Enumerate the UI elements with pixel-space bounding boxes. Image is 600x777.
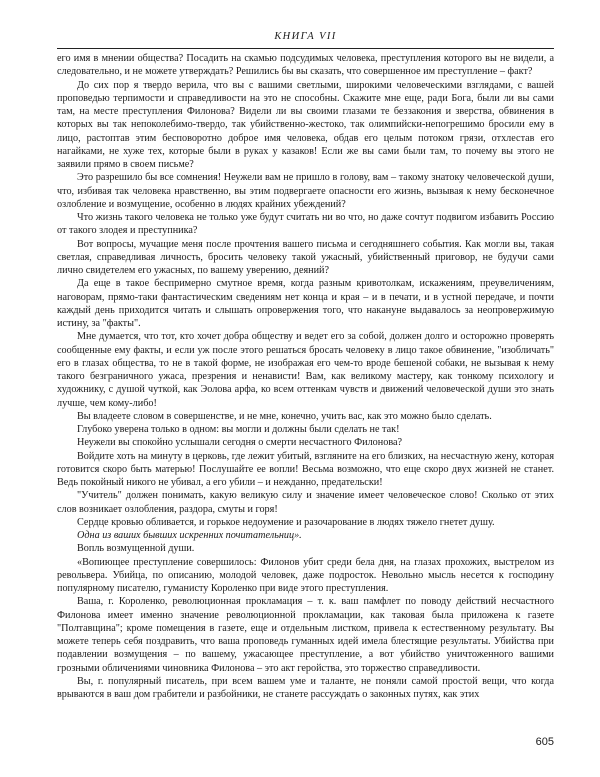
paragraph: Вы владеете словом в совершенстве, и не мне, конечно, учить вас, как это можно было сделать. bbox=[77, 410, 492, 422]
paragraph: Что жизнь такого человека не только уже будут считать ни во что, но даже сочтут подвигом избавить Россию от такого злодея и преступника? bbox=[57, 212, 554, 237]
page-number: 605 bbox=[535, 736, 554, 748]
paragraph: «Вопиющее преступление совершилось: Филонов убит среди бела дня, на глазах прохожих, выстрелом из револьвера. Убийца, по описанию, молодой человек, даже подросток. Невольно мысль несется к господину популярному писателю, гуманисту Короленко при виде этого преступления. bbox=[57, 556, 554, 594]
letter-heading: Вопль возмущенной души. bbox=[77, 543, 195, 555]
body-text bbox=[57, 52, 554, 701]
paragraph: "Учитель" должен понимать, какую великую силу и значение имеет человеческое слово! Сколько от этих слов возникает озлобления, раздора, смуты и горя! bbox=[57, 490, 554, 515]
paragraph: Да еще в такое беспримерно смутное время, когда разным кривотолкам, искажениям, преувеличениям, наговорам, прямо-таки фантастическим сведениям нет конца и края – и в печати, и в устной передаче, и почти каждый день приходится читать и слышать опровержения того, что накануне выдавалось за неопровержимую истину, за "факты". bbox=[57, 278, 554, 329]
paragraph: Вот вопросы, мучащие меня после прочтения вашего письма и сегодняшнего события. Как могли вы, такая светлая, справедливая личность, бросить человеку такой ужасный, убийственный приговор, не будучи сами лично свидетелем его ужасных, по вашему уверению, деяний? bbox=[57, 238, 554, 276]
paragraph: Сердце кровью обливается, и горькое недоумение и разочарование в людях тяжело гнетет душу. bbox=[77, 516, 495, 528]
paragraph: Неужели вы спокойно услышали сегодня о смерти несчастного Филонова? bbox=[77, 437, 403, 449]
paragraph: его имя в мнении общества? Посадить на скамью подсудимых человека, преступления которого вы не видели, а следовательно, и не можете утверждать? Решились бы вы сказать, что совершенное им преступление – факт? bbox=[57, 53, 554, 78]
header-rule bbox=[57, 48, 554, 49]
running-head: КНИГА VII bbox=[274, 31, 337, 42]
paragraph: До сих пор я твердо верила, что вы с вашими светлыми, широкими человеческими взглядами, с вашей проповедью терпимости и справедливости на это не способны. Скажите мне еще, ради Бога, были ли вы сами там, на месте преступления Филонова? Видели ли вы своими глазами те беззакония и зверства, обвинения в которых вы так непоколебимо-твердо, так убийственно-жестоко, так олимпийски-непогрешимо бросили ему в лицо, растоптав этим бесповоротно доброе имя человека, обдав его целым потоком грязи, отхлестав его нагайками, не хуже тех, которые были в руках у казаков! Если же вы сами были там, то почему вы этого не заявили прямо в своем письме? bbox=[57, 79, 554, 170]
paragraph: Ваша, г. Короленко, революционная прокламация – т. к. ваш памфлет по поводу действий несчастного Филонова имеет именно значение революционной прокламации, как таковая была приложена к газете "Полтавщина"; кроме помещения в газете, еще и отдельным листком, привела к естественному результату. Вы можете теперь себя поздравить, что ваша проповедь гуманных идей имела блестящие результаты. Убийства при подавлении возмущения – по вашему, ужасающее преступление, а вот убийство уничтоженного вашими грозными обличениями чиновника Филонова – это акт геройства, это торжество справедливости. bbox=[57, 596, 554, 674]
paragraph: Мне думается, что тот, кто хочет добра обществу и ведет его за собой, должен долго и осторожно проверять сообщенные ему факты, и если уж после этого решаться бросать человеку в лицо такое обвинение, "изобличать" его в глазах общества, то не в такой форме, не изображая его чем-то вроде бешеной собаки, не вызывая к нему такого безграничного ужаса, презрения и ненависти! Вам, как великому мастеру, как тонкому психологу и художнику, с душой чуткой, как Эолова арфа, ко всем оттенкам чувств и движений человеческой души это знать лучше, чем кому-либо! bbox=[57, 331, 554, 409]
letter-signature: Одна из ваших бывших искренних почитательниц». bbox=[77, 530, 302, 541]
paragraph: Вы, г. популярный писатель, при всем вашем уме и таланте, не поняли самой простой вещи, что когда врываются в ваш дом грабители и разбойники, не станете рассуждать о законных путях, как этих bbox=[57, 675, 554, 700]
paragraph: Это разрешило бы все сомнения! Неужели вам не пришло в голову, вам – такому знатоку человеческой души, что, избивая так человека нравственно, вы этим подвергаете опасности его жизнь, вызывая к нему бесконечное озлобление и возмущение, особенно в людях крайних убеждений? bbox=[57, 172, 554, 210]
paragraph: Глубоко уверена только в одном: вы могли и должны были сделать не так! bbox=[77, 424, 400, 435]
paragraph: Войдите хоть на минуту в церковь, где лежит убитый, взгляните на его близких, на несчастную жену, которая готовится скоро быть матерью! Послушайте ее вопли! Весьма возможно, что еще скоро двух жизней не станет. Ведь покойный никого не убивал, а его убили – и нежданно, предательски! bbox=[57, 450, 554, 488]
